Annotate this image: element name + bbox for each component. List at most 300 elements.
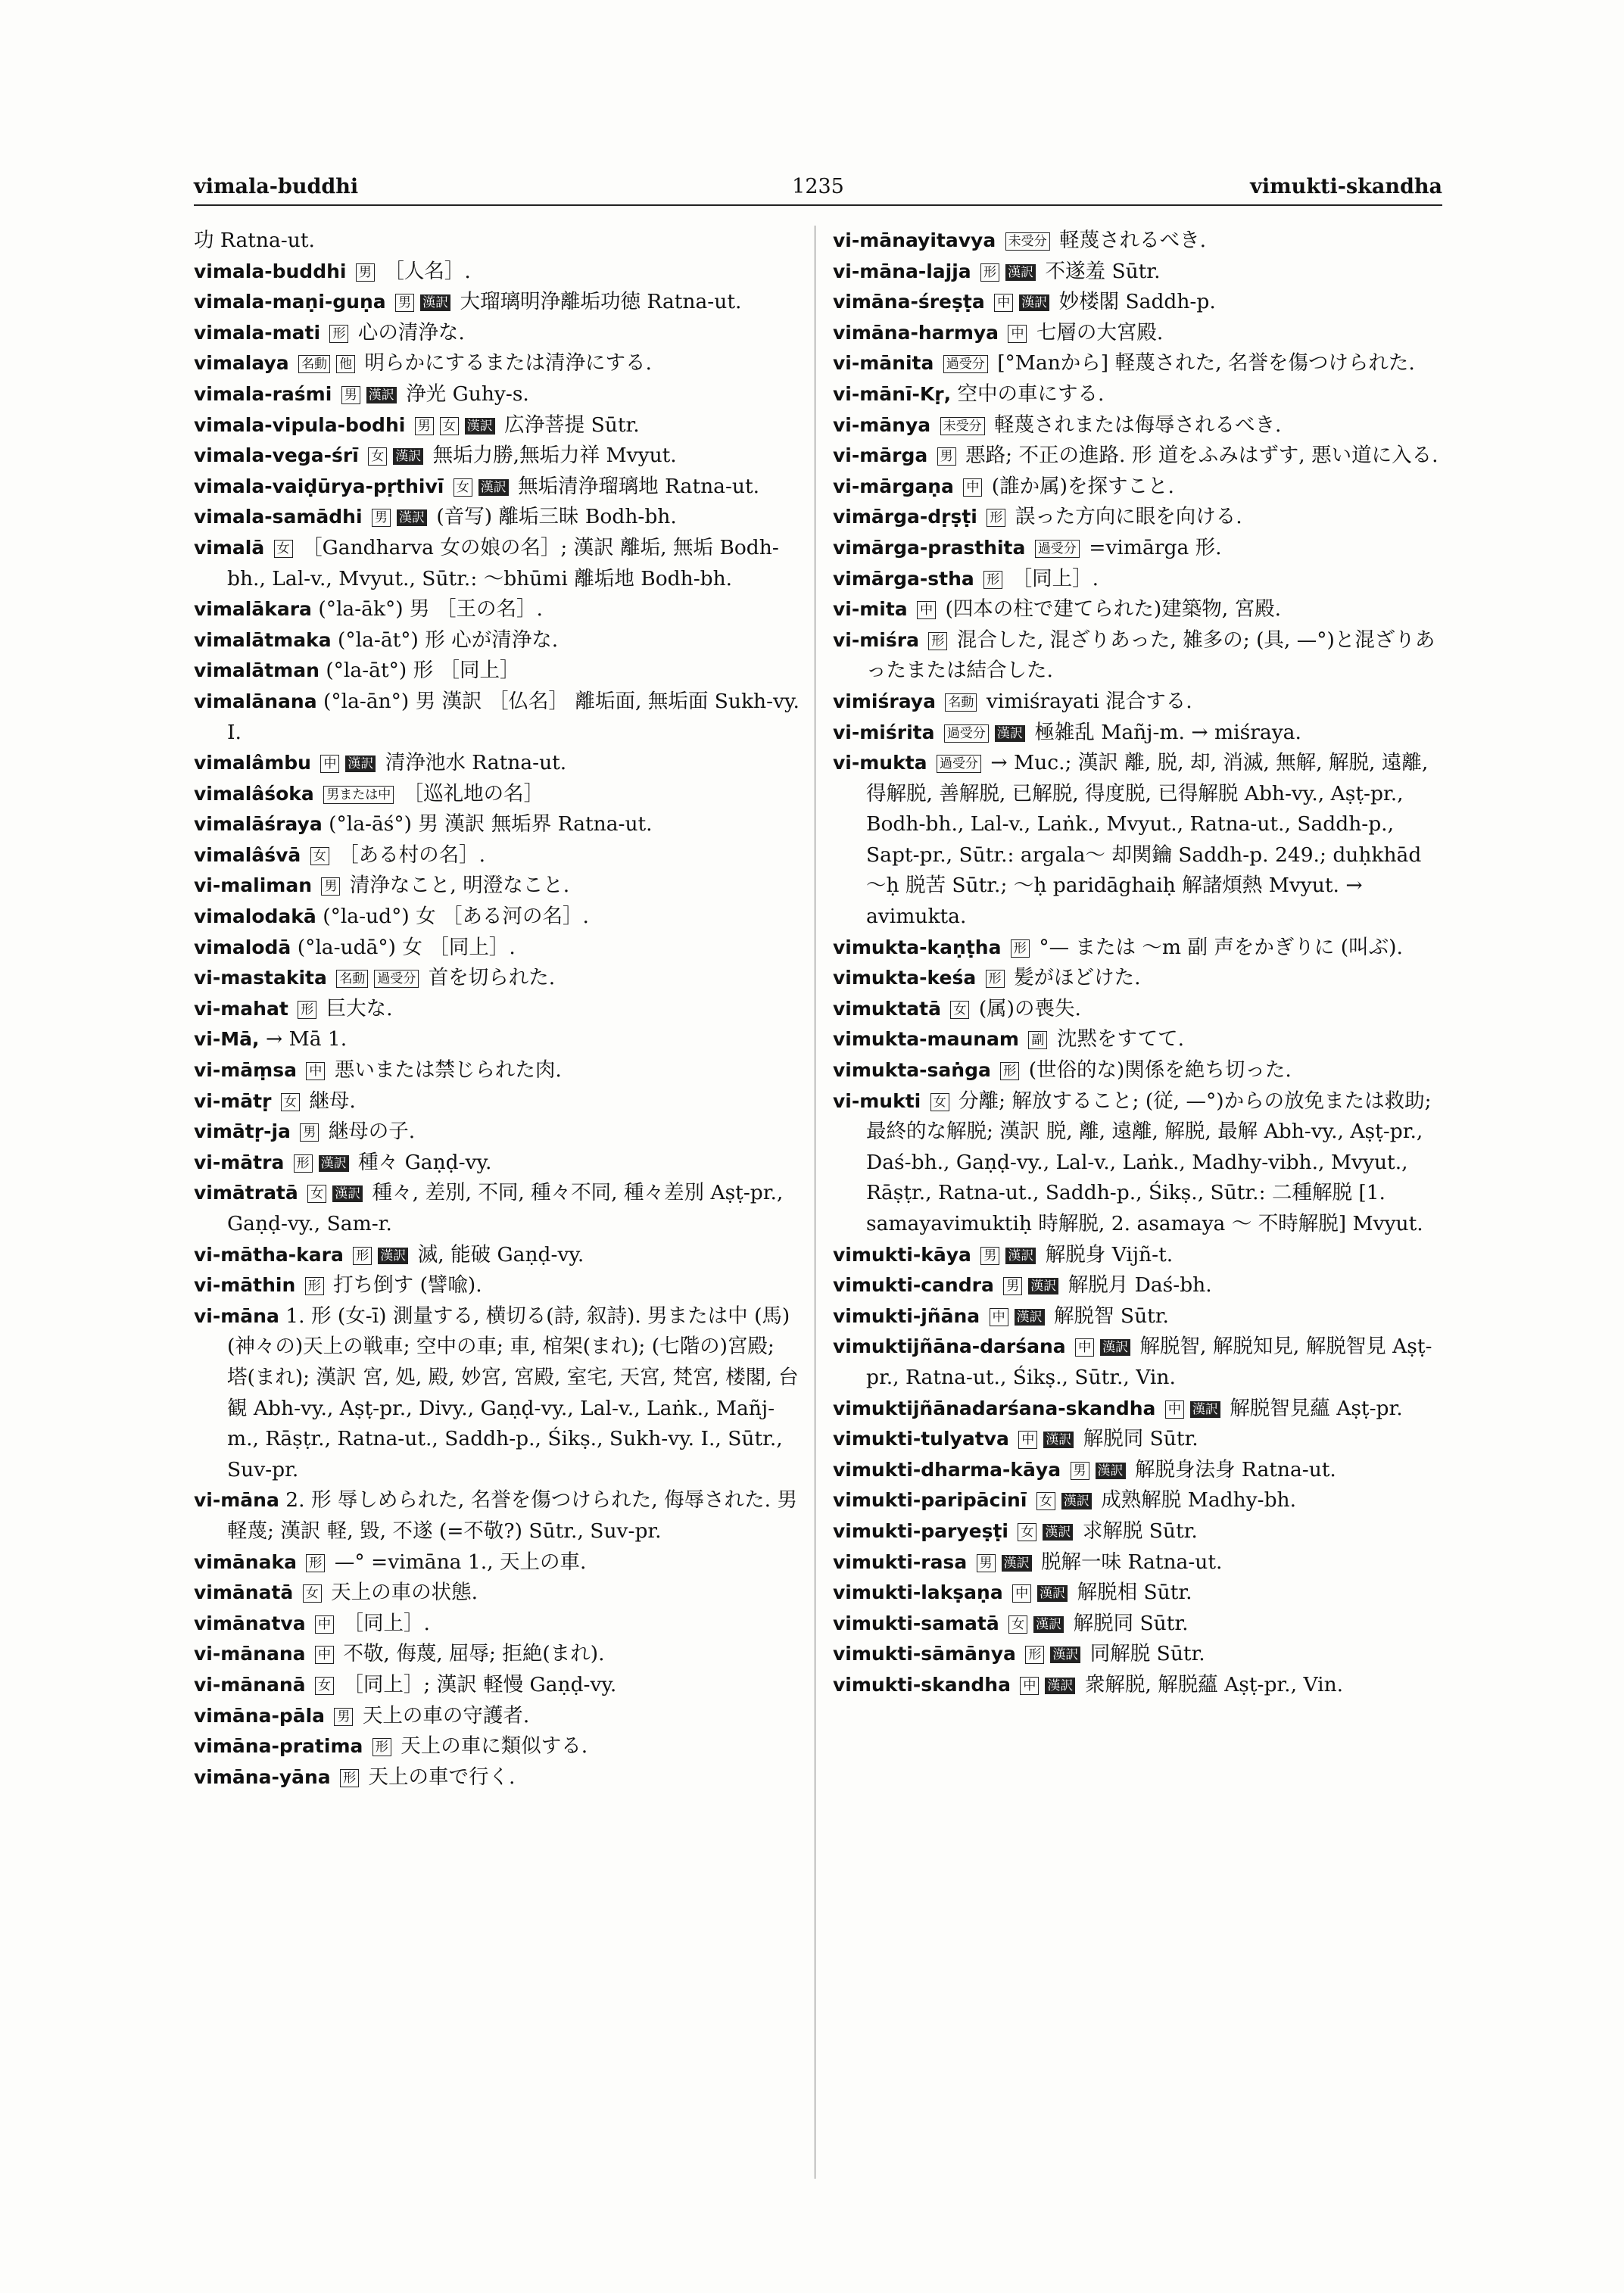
entry-definition: (°la-āk°) 男 ［王の名］.: [318, 597, 543, 622]
entry-definition: (°la-ud°) 女 ［ある河の名］.: [323, 905, 589, 929]
entry-definition: 解脱相 Sūtr.: [1071, 1581, 1192, 1605]
entry-definition: 求解脱 Sūtr.: [1076, 1519, 1198, 1543]
entry-headword: vi-Mā,: [194, 1028, 260, 1051]
grammar-tag: 男: [977, 1554, 996, 1572]
dictionary-entry: [194, 348, 800, 379]
entry-headword: vimuktijñānadarśana-skandha: [833, 1397, 1156, 1419]
entry-definition: ［ある村の名］.: [332, 843, 486, 867]
grammar-tag: 過受分: [943, 355, 988, 373]
entry-headword: vimukti-tulyatva: [833, 1428, 1009, 1450]
entry-headword: vimala-mati: [194, 321, 321, 344]
grammar-tag: 形: [980, 263, 999, 282]
entry-definition: 解脱身法身 Ratna-ut.: [1128, 1457, 1336, 1481]
grammar-tag: 男: [300, 1123, 319, 1142]
grammar-tag: 中: [1008, 325, 1027, 343]
entry-headword: vimala-samādhi: [194, 506, 363, 528]
entry-definition: 同解脱 Sūtr.: [1083, 1642, 1205, 1666]
grammar-tag: 漢訳: [393, 448, 423, 465]
grammar-tag: 男または中: [323, 786, 394, 804]
dictionary-entry: [833, 1055, 1446, 1086]
entry-headword: vimāna-śreṣṭa: [833, 291, 985, 313]
entry-definition: ［同上］.: [337, 1611, 430, 1635]
entry-headword: vimātratā: [194, 1182, 298, 1204]
dictionary-entry: [194, 287, 800, 318]
dictionary-entry: [194, 963, 800, 994]
entry-headword: vimukta-saṅga: [833, 1059, 991, 1082]
dictionary-entry: [833, 1270, 1446, 1301]
entry-headword: vimalā: [194, 536, 265, 559]
entry-headword: vimalodā: [194, 936, 291, 958]
entry-definition: 巨大な.: [320, 996, 393, 1020]
entry-headword: vimukti-paryeṣṭi: [833, 1519, 1008, 1542]
grammar-tag: 漢訳: [1005, 1248, 1036, 1264]
entry-headword: vi-maliman: [194, 874, 313, 897]
dictionary-entry: [194, 748, 800, 779]
entry-definition: (音写) 離垢三昧 Bodh-bh.: [429, 505, 677, 529]
grammar-tag: 過受分: [1035, 540, 1080, 558]
entry-definition: 解脱月 Daś-bh.: [1061, 1273, 1212, 1298]
entry-definition: 種々, 差別, 不同, 種々不同, 種々差別 Aṣṭ-pr., Gaṇḍ-vy., Sam-r.: [227, 1181, 784, 1235]
dictionary-entry: [194, 779, 800, 810]
entry-headword: vimāna-pāla: [194, 1704, 326, 1727]
dictionary-entry: [833, 1024, 1446, 1055]
entry-definition: 明らかにするまたは清浄にする.: [358, 351, 652, 375]
dictionary-entry: [194, 1701, 800, 1732]
grammar-tag: 形: [987, 509, 1005, 527]
entry-definition: 悪いまたは禁じられた肉.: [328, 1058, 562, 1083]
entry-headword: vi-māna-lajja: [833, 260, 971, 282]
entry-definition: 解脱同 Sūtr.: [1077, 1427, 1199, 1451]
grammar-tag: 過受分: [374, 970, 419, 988]
grammar-tag: 漢訳: [1037, 1585, 1068, 1602]
dictionary-entry: [833, 564, 1446, 595]
grammar-tag: 形: [294, 1154, 313, 1173]
grammar-tag: 未受分: [1005, 232, 1050, 251]
entry-definition: 衆解脱, 解脱蘊 Aṣṭ-pr., Vin.: [1078, 1672, 1344, 1696]
entry-headword: vi-mukta: [833, 752, 927, 774]
grammar-tag: 中: [963, 478, 982, 497]
dictionary-entry: [833, 748, 1446, 933]
grammar-tag: 女: [310, 847, 329, 865]
grammar-tag: 過受分: [937, 755, 981, 773]
entry-definition: 首を切られた.: [422, 966, 556, 990]
entry-headword: vi-mahat: [194, 997, 288, 1020]
grammar-tag: 漢訳: [1050, 1647, 1080, 1663]
grammar-tag: 漢訳: [345, 756, 376, 772]
entry-headword: vi-mānita: [833, 352, 934, 375]
entry-definition: 継母の子.: [322, 1120, 416, 1144]
dictionary-entry: [833, 1670, 1446, 1701]
dictionary-entry: [833, 502, 1446, 533]
grammar-tag: 中: [315, 1615, 334, 1634]
dictionary-entry: [194, 1609, 800, 1640]
dictionary-entry: [833, 1424, 1446, 1455]
grammar-tag: 漢訳: [378, 1248, 408, 1264]
entry-definition: ［Gandharva 女の娘の名］; 漢訳 離垢, 無垢 Bodh-bh., Lal-v., Mvyut., Sūtr.: ～bhūmi 離垢地 Bodh-bh.: [227, 535, 779, 590]
dictionary-entry: [194, 1485, 800, 1547]
entry-headword: vimukti-sāmānya: [833, 1643, 1016, 1665]
entry-definition: 無垢清浄瑠璃地 Ratna-ut.: [511, 474, 760, 498]
dictionary-entry: [194, 257, 800, 288]
grammar-tag: 漢訳: [1002, 1555, 1032, 1572]
entry-headword: vimala-vega-śrī: [194, 444, 359, 467]
dictionary-entry: [194, 625, 800, 656]
entry-headword: vimalātman: [194, 659, 320, 682]
entry-headword: vimukti-skandha: [833, 1673, 1011, 1696]
grammar-tag: 形: [372, 1738, 391, 1756]
entry-definition: 種々 Gaṇḍ-vy.: [351, 1150, 492, 1174]
entry-headword: vimukti-dharma-kāya: [833, 1458, 1061, 1481]
grammar-tag: 漢訳: [420, 294, 450, 311]
dictionary-entry: [194, 871, 800, 902]
dictionary-entry: [833, 718, 1446, 749]
entry-definition: ［同上］; 漢訳 軽慢 Gaṇḍ-vy.: [336, 1672, 617, 1696]
entry-headword: vimukta-keśa: [833, 967, 977, 989]
entry-headword: vimala-vipula-bodhi: [194, 413, 406, 436]
dictionary-entry: [194, 502, 800, 533]
grammar-tag: 女: [1036, 1492, 1055, 1510]
dictionary-entry: [194, 687, 800, 748]
dictionary-entry: [833, 625, 1446, 687]
grammar-tag: 形: [1000, 1062, 1019, 1080]
dictionary-entry: [194, 1639, 800, 1670]
dictionary-entry: [833, 257, 1446, 288]
entry-definition: 混合した, 混ざりあった, 雑多の; (具, —°)と混ざりあったまたは結合した.: [866, 628, 1435, 683]
grammar-tag: 漢訳: [1096, 1463, 1126, 1479]
entry-definition: 解脱智 Sūtr.: [1047, 1304, 1169, 1328]
grammar-tag: 名動: [336, 970, 368, 988]
grammar-tag: 女: [303, 1584, 322, 1603]
dictionary-entry: [833, 441, 1446, 472]
grammar-tag: 形: [983, 571, 1002, 589]
dictionary-entry: [194, 1301, 800, 1486]
grammar-tag: 形: [340, 1769, 359, 1787]
dictionary-entry: [833, 348, 1446, 379]
dictionary-entry: [833, 1485, 1446, 1516]
entry-headword: vi-mānī-Kṛ,: [833, 382, 952, 405]
grammar-tag: 中: [990, 1308, 1008, 1326]
dictionary-entry: [194, 318, 800, 349]
grammar-tag: 女: [950, 1001, 969, 1019]
dictionary-entry: [194, 441, 800, 472]
entry-definition: 1. 形 (女-ī) 測量する, 横切る(詩, 叙詩). 男または中 (馬) (神々の)天上の戦車; 空中の車; 車, 棺架(まれ); (七階の)宮殿; 塔(まれ); 漢訳 宮, 処, 殿, 妙宮, 宮殿, 室宅, 天宮, 梵宮, 楼閣, 台観 Abh-vy., Aṣṭ-pr., Divy., Gaṇḍ-vy., Lal-v., Laṅk., Mañj-m., Rāṣṭr., Ratna-ut., Saddh-p., Śikṣ., Sukh-vy. I., Sūtr., Suv-pr.: [227, 1304, 799, 1481]
entry-headword: vimārga-prasthita: [833, 536, 1026, 559]
entry-headword: vi-mārgaṇa: [833, 475, 954, 497]
entry-definition: 妙楼閣 Saddh-p.: [1052, 290, 1216, 314]
entry-definition: 清浄池水 Ratna-ut.: [379, 751, 567, 775]
entry-definition: 誤った方向に眼を向ける.: [1008, 505, 1242, 529]
dictionary-entry: [833, 1639, 1446, 1670]
dictionary-entry: [833, 1086, 1446, 1240]
grammar-tag: 形: [329, 325, 348, 343]
grammar-tag: 女: [454, 478, 472, 497]
dictionary-entry: [194, 1024, 800, 1055]
grammar-tag: 副: [1028, 1031, 1047, 1049]
entry-definition: vimiśrayati 混合する.: [980, 689, 1192, 713]
entry-headword: vi-māna: [194, 1489, 279, 1512]
entry-definition: (誰か属)を探すこと.: [985, 474, 1174, 498]
entry-definition: 2. 形 辱しめられた, 名誉を傷つけられた, 侮辱された. 男 軽蔑; 漢訳 軽, 毀, 不遂 (=不敬?) Sūtr., Suv-pr.: [227, 1488, 797, 1543]
grammar-tag: 漢訳: [366, 387, 397, 403]
entry-definition: 軽蔑されるべき.: [1052, 229, 1207, 252]
dictionary-entry: [833, 1547, 1446, 1578]
entry-definition: (世俗的な)関係を絶ち切った.: [1022, 1058, 1292, 1083]
entry-definition: → Muc.; 漢訳 離, 脱, 却, 消滅, 無解, 解脱, 遠離, 得解脱, 善解脱, 已解脱, 得度脱, 已得解脱 Abh-vy., Aṣṭ-pr., Bodh-bh., Lal-v., Laṅk., Mvyut., Ratna-ut., Saddh-p., Sapt-pr., Sūtr.: argala～ 却関鑰 Saddh-p. 249.; duḥkhād ～ḥ 脱苦 Sūtr.; ～ḥ paridāghaiḥ 解諸煩熱 Mvyut. → avimukta.: [866, 751, 1429, 929]
grammar-tag: 女: [281, 1093, 300, 1111]
grammar-tag: 名動: [945, 693, 977, 712]
entry-headword: vi-māthin: [194, 1274, 296, 1297]
entry-headword: vimukta-maunam: [833, 1028, 1019, 1051]
entry-headword: vimukti-samatā: [833, 1612, 999, 1634]
grammar-tag: 漢訳: [1043, 1524, 1073, 1541]
entry-headword: vimukti-lakṣaṇa: [833, 1581, 1003, 1604]
entry-definition: °— または ～m 副 声をかぎりに (叫ぶ).: [1032, 935, 1403, 959]
entry-definition: (°la-āt°) 形 ［同上］: [326, 659, 520, 683]
grammar-tag: 漢訳: [465, 418, 495, 435]
entry-headword: vi-mastakita: [194, 967, 327, 989]
dictionary-entry: [833, 1609, 1446, 1640]
dictionary-entry: [194, 1240, 800, 1271]
entry-headword: vi-mukti: [833, 1089, 921, 1112]
grammar-tag: 形: [1025, 1646, 1044, 1664]
dictionary-entry: [833, 1394, 1446, 1425]
dictionary-entry: [833, 472, 1446, 503]
grammar-tag: 形: [306, 1554, 325, 1572]
grammar-tag: 漢訳: [1015, 1309, 1045, 1326]
entry-definition: 不敬, 侮蔑, 屈辱; 拒絶(まれ).: [336, 1642, 605, 1666]
entry-headword: vimalaya: [194, 352, 289, 375]
dictionary-entry: [194, 840, 800, 871]
entry-definition: 解脱同 Sūtr.: [1067, 1611, 1189, 1635]
entry-definition: ［人名］.: [377, 259, 471, 283]
entry-headword: vimānatva: [194, 1612, 306, 1634]
entry-headword: vi-māṃsa: [194, 1059, 297, 1082]
entry-definition: 悪路; 不正の進路. 形 道をふみはずす, 悪い道に入る.: [959, 444, 1439, 468]
grammar-tag: 男: [937, 447, 956, 466]
entry-headword: vimātṛ-ja: [194, 1120, 291, 1143]
entry-headword: vimalākara: [194, 598, 312, 621]
grammar-tag: 漢訳: [1028, 1278, 1058, 1294]
entry-definition: ［同上］.: [1005, 566, 1099, 590]
grammar-tag: 女: [1008, 1615, 1027, 1634]
entry-headword: vimalānana: [194, 690, 317, 712]
grammar-tag: 他: [336, 355, 355, 373]
dictionary-entry: [194, 1055, 800, 1086]
grammar-tag: 女: [1018, 1523, 1036, 1541]
entry-headword: vimala-raśmi: [194, 382, 332, 405]
entry-headword: vimalâmbu: [194, 752, 311, 774]
grammar-tag: 男: [334, 1708, 353, 1726]
entry-definition: 七層の大宮殿.: [1030, 320, 1164, 344]
entry-definition: 脱解一味 Ratna-ut.: [1034, 1550, 1223, 1574]
grammar-tag: 中: [315, 1646, 334, 1664]
entry-definition: (四本の柱で建てられた)建築物, 宮殿.: [939, 597, 1281, 622]
entry-headword: vimalātmaka: [194, 628, 332, 651]
grammar-tag: 漢訳: [1019, 294, 1049, 311]
dictionary-entry: [194, 1148, 800, 1179]
entry-definition: 不遂羞 Sūtr.: [1039, 259, 1161, 283]
entry-headword: vimāna-pratima: [194, 1735, 363, 1758]
grammar-tag: 中: [994, 294, 1013, 312]
entry-definition: 沈黙をすてて.: [1050, 1027, 1185, 1051]
entry-definition: (属)の喪失.: [972, 996, 1081, 1020]
dictionary-entry: [833, 933, 1446, 964]
dictionary-entry: [194, 594, 800, 625]
entry-headword: vimalâśvā: [194, 843, 301, 866]
grammar-tag: 形: [353, 1247, 372, 1265]
entry-definition: → Mā 1.: [265, 1027, 348, 1051]
entry-definition: =vimārga 形.: [1082, 535, 1222, 559]
page-number: 1235: [792, 175, 844, 198]
grammar-tag: 未受分: [940, 417, 985, 435]
entry-definition: (°la-ān°) 男 漢訳 ［仏名］ 離垢面, 無垢面 Sukh-vy. I.: [227, 689, 800, 744]
entry-definition: [°Manから] 軽蔑された, 名誉を傷つけられた.: [990, 351, 1415, 375]
entry-headword: vimukti-kāya: [833, 1243, 971, 1266]
dictionary-entry: [194, 933, 800, 964]
entry-definition: 広浄菩提 Sūtr.: [497, 413, 640, 437]
entry-definition: 解脱身 Vijñ-t.: [1039, 1242, 1174, 1266]
dictionary-entry: [194, 1578, 800, 1609]
grammar-tag: 中: [1075, 1338, 1094, 1357]
dictionary-entry: [194, 656, 800, 687]
dictionary-entry: [194, 1547, 800, 1578]
dictionary-entry: [833, 379, 1446, 410]
entry-headword: vimalâśoka: [194, 782, 314, 805]
entry-definition: 継母.: [302, 1089, 356, 1113]
left-column: [194, 226, 800, 1793]
grammar-tag: 漢訳: [1190, 1401, 1220, 1418]
grammar-tag: 中: [1020, 1677, 1039, 1695]
entry-definition: 天上の車に類似する.: [394, 1734, 588, 1759]
dictionary-entry: [833, 226, 1446, 257]
entry-headword: vi-mānayitavya: [833, 229, 996, 251]
grammar-tag: 漢訳: [1100, 1339, 1130, 1356]
dictionary-entry: [194, 472, 800, 503]
grammar-tag: 形: [1011, 939, 1030, 958]
grammar-tag: 女: [315, 1677, 334, 1695]
entry-headword: vi-mātṛ: [194, 1089, 272, 1112]
grammar-tag: 男: [980, 1247, 999, 1265]
dictionary-entry: [833, 410, 1446, 441]
entry-headword: vi-miśra: [833, 628, 919, 651]
entry-definition: 天上の車の状態.: [324, 1581, 478, 1605]
dictionary-entry: [833, 1332, 1446, 1393]
grammar-tag: 形: [298, 1001, 316, 1019]
dictionary-entry: [833, 994, 1446, 1025]
running-header: [194, 165, 1442, 206]
entry-headword: vi-mārga: [833, 444, 928, 467]
dictionary-entry: [833, 1455, 1446, 1486]
entry-definition: 浄光 Guhy-s.: [399, 382, 529, 406]
grammar-tag: 中: [306, 1062, 325, 1080]
entry-headword: vimala-buddhi: [194, 260, 347, 282]
grammar-tag: 女: [274, 540, 293, 558]
entry-headword: vimānatā: [194, 1581, 294, 1604]
dictionary-entry: [833, 318, 1446, 349]
entry-headword: vimāna-yāna: [194, 1765, 331, 1788]
entry-definition: ［巡礼地の名］: [397, 781, 544, 805]
entry-headword: vimukti-rasa: [833, 1550, 968, 1573]
entry-definition: 分離; 解放すること; (従, —°)からの放免または救助; 最終的な解脱; 漢訳 脱, 離, 遠離, 解脱, 最解 Abh-vy., Aṣṭ-pr., Daś-bh., Gaṇḍ-vy., Lal-v., Laṅk., Madhy-vibh., Mvyut., Rāṣṭr., Ratna-ut., Saddh-p., Śikṣ., Sūtr.: 二種解脱 [1. samayavimuktiḥ 時解脱, 2. asamaya ～ 不時解脱] Mvyut.: [866, 1089, 1432, 1235]
grammar-tag: 漢訳: [319, 1155, 349, 1172]
grammar-tag: 男: [1071, 1462, 1089, 1480]
grammar-tag: 男: [415, 417, 434, 435]
dictionary-entry: [194, 1270, 800, 1301]
grammar-tag: 男: [395, 294, 414, 312]
entry-definition: 髪がほどけた.: [1007, 966, 1141, 990]
dictionary-entry: [833, 963, 1446, 994]
grammar-tag: 女: [368, 447, 387, 466]
grammar-tag: 漢訳: [397, 509, 427, 526]
entry-headword: vi-mānya: [833, 413, 931, 436]
entry-headword: vimala-vaiḍūrya-pṛthivī: [194, 475, 444, 497]
entry-headword: vimiśraya: [833, 690, 936, 712]
grammar-tag: 女: [307, 1185, 326, 1203]
dictionary-entry: [194, 1117, 800, 1148]
dictionary-entry: [194, 1762, 800, 1793]
dictionary-entry: [833, 1578, 1446, 1609]
entry-definition: 成熟解脱 Madhy-bh.: [1094, 1488, 1297, 1513]
dictionary-entry: [194, 1086, 800, 1117]
dictionary-entry: [833, 533, 1446, 564]
entry-headword: vi-mātha-kara: [194, 1243, 344, 1266]
entry-definition: 極雑乱 Mañj-m. → miśraya.: [1027, 720, 1301, 744]
entry-headword: vimukti-paripācinī: [833, 1489, 1027, 1512]
right-column: [833, 226, 1446, 1701]
grammar-tag: 漢訳: [1045, 1678, 1075, 1694]
entry-definition: 解脱智見蘊 Aṣṭ-pr.: [1223, 1396, 1403, 1420]
entry-headword: vimānaka: [194, 1550, 297, 1573]
entry-definition: 空中の車にする.: [957, 382, 1105, 406]
grammar-tag: 男: [372, 509, 391, 527]
grammar-tag: 漢訳: [995, 725, 1025, 742]
dictionary-entry: [833, 594, 1446, 625]
dictionary-entry: [194, 1670, 800, 1701]
dictionary-entry: [833, 287, 1446, 318]
grammar-tag: 男: [341, 386, 360, 404]
entry-headword: vimārga-stha: [833, 567, 974, 590]
dictionary-entry: [194, 410, 800, 441]
entry-definition: —° =vimāna 1., 天上の車.: [328, 1550, 587, 1574]
dictionary-entry: [194, 1178, 800, 1239]
entry-headword: vi-mita: [833, 598, 908, 621]
entry-definition: 心の清浄な.: [351, 320, 465, 344]
grammar-tag: 漢訳: [478, 479, 509, 496]
dictionary-entry: [194, 809, 800, 840]
entry-headword: vimāna-harmya: [833, 321, 999, 344]
dictionary-entry: [833, 1240, 1446, 1271]
entry-definition: 滅, 能破 Gaṇḍ-vy.: [411, 1242, 584, 1266]
grammar-tag: 形: [928, 632, 947, 650]
grammar-tag: 女: [440, 417, 459, 435]
entry-definition: 清浄なこと, 明澄なこと.: [343, 874, 570, 898]
dictionary-entry: [194, 994, 800, 1025]
dictionary-entry: [833, 687, 1446, 718]
entry-headword: vimala-maṇi-guṇa: [194, 291, 386, 313]
dictionary-entry: [833, 1301, 1446, 1332]
entry-definition: 軽蔑されまたは侮辱されるべき.: [987, 413, 1282, 437]
grammar-tag: 漢訳: [1061, 1493, 1092, 1509]
grammar-tag: 形: [986, 970, 1005, 988]
grammar-tag: 名動: [298, 355, 330, 373]
grammar-tag: 中: [1018, 1431, 1037, 1449]
grammar-tag: 漢訳: [1043, 1432, 1074, 1448]
entry-definition: 大瑠璃明浄離垢功徳 Ratna-ut.: [454, 290, 742, 314]
grammar-tag: 漢訳: [332, 1185, 363, 1202]
entry-definition: 無垢力勝,無垢力祥 Mvyut.: [426, 444, 677, 468]
grammar-tag: 中: [1165, 1400, 1184, 1419]
dictionary-entry: [194, 533, 800, 594]
